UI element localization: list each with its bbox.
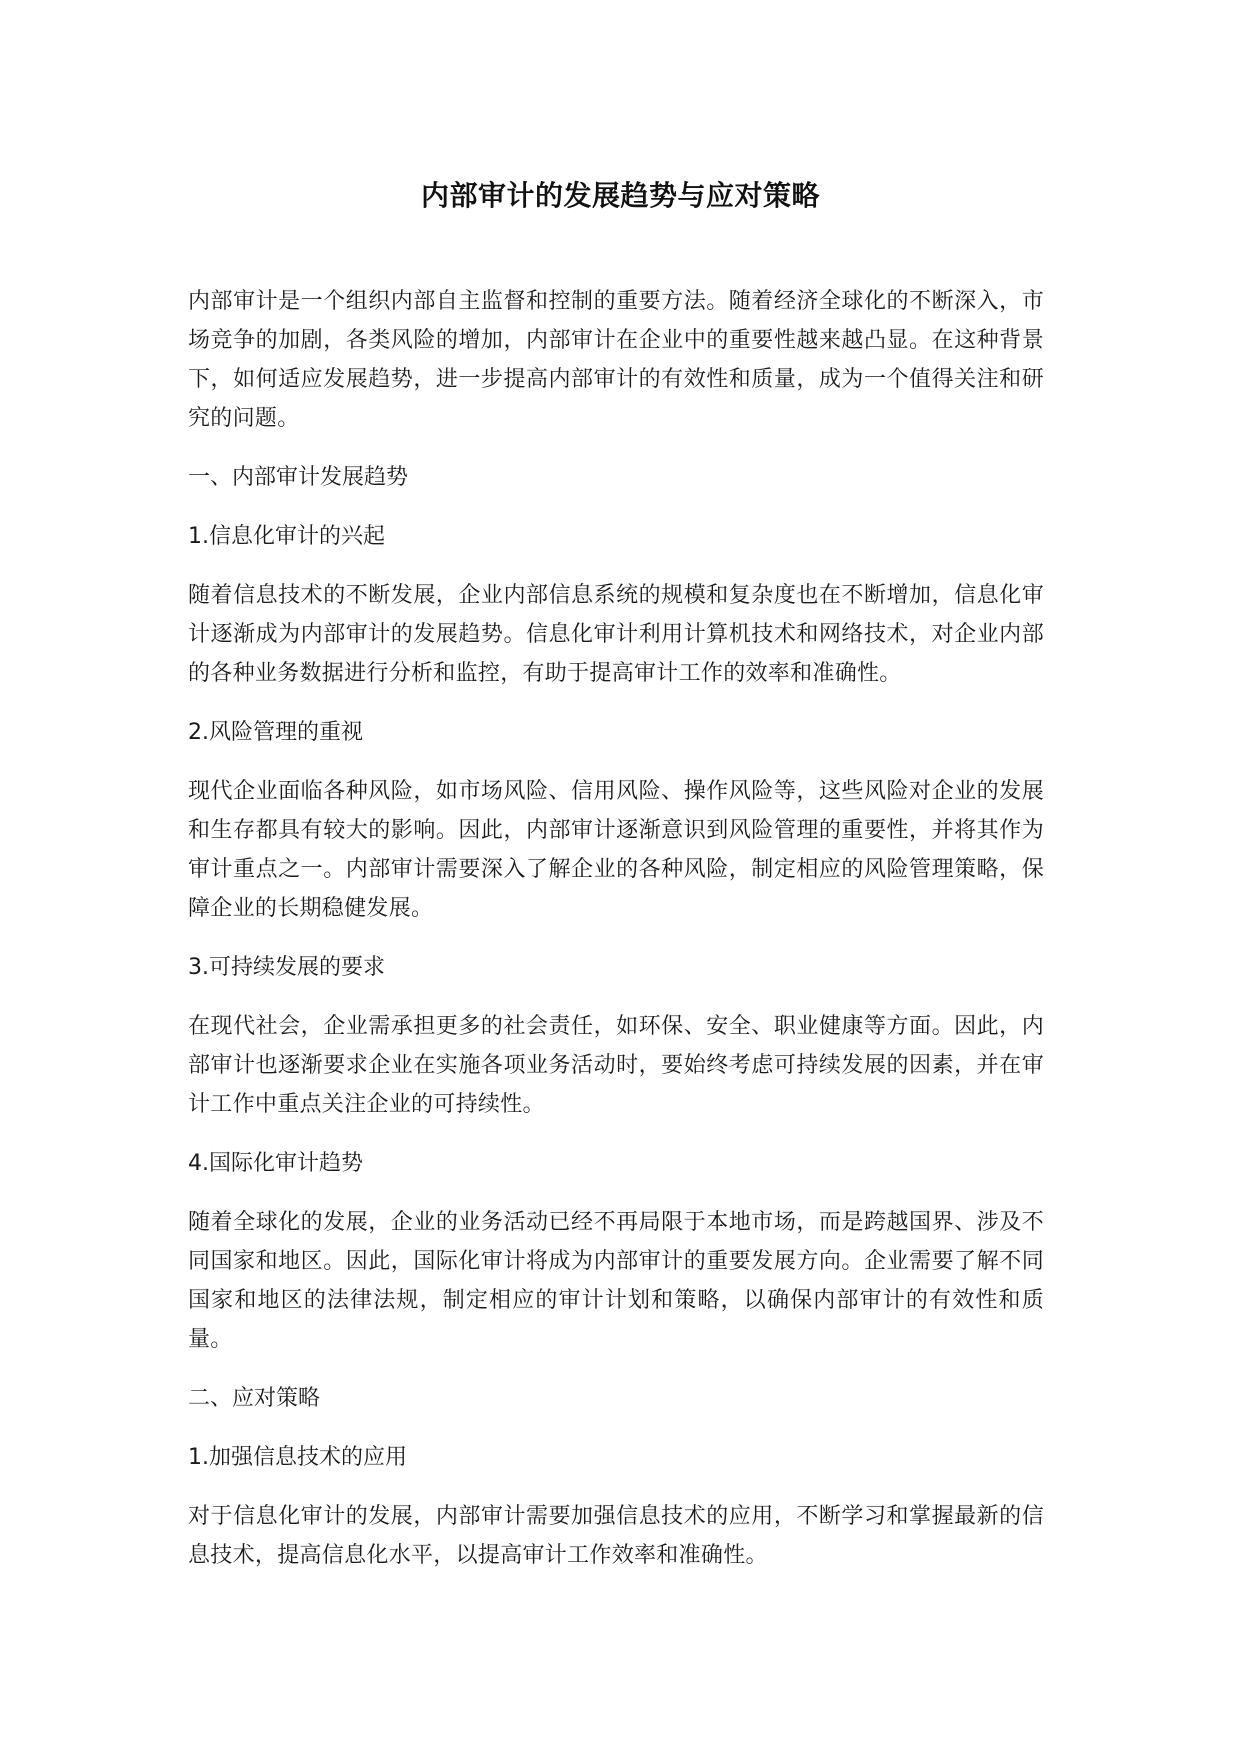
paragraph-strengthen-it: 对于信息化审计的发展，内部审计需要加强信息技术的应用，不断学习和掌握最新的信息技术，提高信息化水平，以提高审计工作效率和准确性。 [188,1504,1044,1568]
subheading-internationalization: 4.国际化审计趋势 [188,1151,363,1176]
section-heading-trends: 一、内部审计发展趋势 [188,465,409,490]
paragraph-it-audit: 随着信息技术的不断发展，企业内部信息系统的规模和复杂度也在不断增加，信息化审计逐渐成为内部审计的发展趋势。信息化审计利用计算机技术和网络技术，对企业内部的各种业务数据进行分析和监控，有助于提高审计工作的效率和准确性。 [188,583,1044,686]
intro-paragraph: 内部审计是一个组织内部自主监督和控制的重要方法。随着经济全球化的不断深入，市场竞争的加剧，各类风险的增加，内部审计在企业中的重要性越来越凸显。在这种背景下，如何适应发展趋势，进一步提高内部审计的有效性和质量，成为一个值得关注和研究的问题。 [188,289,1044,431]
document-body [188,282,1044,1575]
section-heading-strategies: 二、应对策略 [188,1386,321,1411]
paragraph-internationalization: 随着全球化的发展，企业的业务活动已经不再局限于本地市场，而是跨越国界、涉及不同国家和地区。因此，国际化审计将成为内部审计的重要发展方向。企业需要了解不同国家和地区的法律法规，制定相应的审计计划和策略，以确保内部审计的有效性和质量。 [188,1210,1044,1352]
paragraph-risk-management: 现代企业面临各种风险，如市场风险、信用风险、操作风险等，这些风险对企业的发展和生存都具有较大的影响。因此，内部审计逐渐意识到风险管理的重要性，并将其作为审计重点之一。内部审计需要深入了解企业的各种风险，制定相应的风险管理策略，保障企业的长期稳健发展。 [188,779,1044,921]
subheading-strengthen-it: 1.加强信息技术的应用 [188,1445,407,1470]
document-title: 内部审计的发展趋势与应对策略 [420,179,820,212]
subheading-risk-management: 2.风险管理的重视 [188,720,363,745]
subheading-sustainability: 3.可持续发展的要求 [188,955,385,980]
paragraph-sustainability: 在现代社会，企业需承担更多的社会责任，如环保、安全、职业健康等方面。因此，内部审计也逐渐要求企业在实施各项业务活动时，要始终考虑可持续发展的因素，并在审计工作中重点关注企业的可持续性。 [188,1014,1044,1117]
subheading-it-audit: 1.信息化审计的兴起 [188,524,385,549]
